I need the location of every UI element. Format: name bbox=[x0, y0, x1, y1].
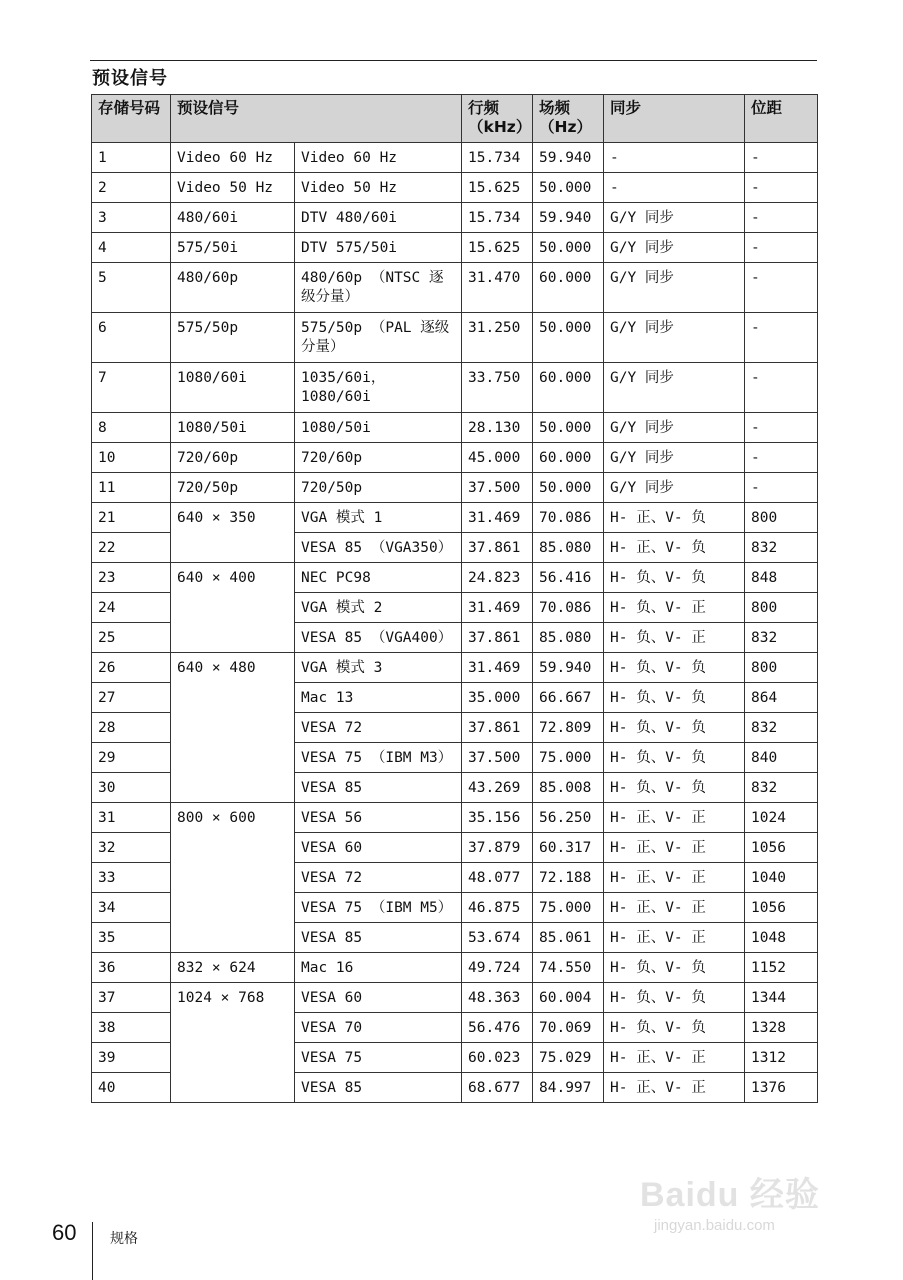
vertical-frequency-cell: 60.000 bbox=[533, 443, 604, 473]
sync-cell: G/Y 同步 bbox=[604, 443, 745, 473]
table-row bbox=[92, 953, 818, 983]
table-row bbox=[92, 983, 818, 1013]
signal-name-cell: VESA 75 （IBM M3） bbox=[295, 743, 462, 773]
sync-cell: H- 负、V- 负 bbox=[604, 563, 745, 593]
vertical-frequency-cell: 59.940 bbox=[533, 203, 604, 233]
table-row bbox=[92, 563, 818, 593]
horizontal-frequency-cell: 60.023 bbox=[462, 1043, 533, 1073]
memory-number-cell: 7 bbox=[92, 363, 171, 413]
memory-number-cell: 3 bbox=[92, 203, 171, 233]
signal-name-cell: VESA 72 bbox=[295, 713, 462, 743]
vertical-frequency-cell: 50.000 bbox=[533, 413, 604, 443]
sync-cell: H- 负、V- 正 bbox=[604, 593, 745, 623]
top-rule bbox=[90, 60, 817, 61]
horizontal-frequency-cell: 37.861 bbox=[462, 533, 533, 563]
memory-number-cell: 33 bbox=[92, 863, 171, 893]
position-cell: 1312 bbox=[745, 1043, 818, 1073]
resolution-group-cell: 575/50i bbox=[171, 233, 295, 263]
table-row bbox=[92, 233, 818, 263]
vertical-frequency-cell: 56.416 bbox=[533, 563, 604, 593]
memory-number-cell: 10 bbox=[92, 443, 171, 473]
header-vertical-frequency: 场频（Hz） bbox=[533, 95, 604, 143]
sync-cell: H- 正、V- 正 bbox=[604, 803, 745, 833]
resolution-group-cell: 720/60p bbox=[171, 443, 295, 473]
sync-cell: H- 正、V- 负 bbox=[604, 503, 745, 533]
signal-name-cell: VGA 模式 3 bbox=[295, 653, 462, 683]
memory-number-cell: 8 bbox=[92, 413, 171, 443]
position-cell: 1152 bbox=[745, 953, 818, 983]
signal-name-cell: VGA 模式 1 bbox=[295, 503, 462, 533]
position-cell: - bbox=[745, 443, 818, 473]
table-body bbox=[92, 143, 818, 1103]
horizontal-frequency-cell: 46.875 bbox=[462, 893, 533, 923]
memory-number-cell: 5 bbox=[92, 263, 171, 313]
table-header-row bbox=[92, 95, 818, 143]
footer-divider bbox=[92, 1222, 93, 1280]
signal-name-cell: VESA 75 bbox=[295, 1043, 462, 1073]
table-row bbox=[92, 413, 818, 443]
sync-cell: - bbox=[604, 143, 745, 173]
position-cell: - bbox=[745, 473, 818, 503]
sync-cell: H- 负、V- 负 bbox=[604, 683, 745, 713]
position-cell: 1024 bbox=[745, 803, 818, 833]
horizontal-frequency-cell: 31.469 bbox=[462, 653, 533, 683]
position-cell: 832 bbox=[745, 623, 818, 653]
position-cell: 1056 bbox=[745, 893, 818, 923]
resolution-group-cell: 1024 × 768 bbox=[171, 983, 295, 1103]
horizontal-frequency-cell: 15.625 bbox=[462, 233, 533, 263]
vertical-frequency-cell: 85.080 bbox=[533, 623, 604, 653]
horizontal-frequency-cell: 15.734 bbox=[462, 203, 533, 233]
section-title: 预设信号 bbox=[92, 68, 168, 89]
position-cell: 832 bbox=[745, 713, 818, 743]
table-row bbox=[92, 443, 818, 473]
table-row bbox=[92, 503, 818, 533]
sync-cell: H- 正、V- 正 bbox=[604, 833, 745, 863]
vertical-frequency-cell: 85.080 bbox=[533, 533, 604, 563]
sync-cell: H- 负、V- 负 bbox=[604, 1013, 745, 1043]
signal-name-cell: VESA 72 bbox=[295, 863, 462, 893]
horizontal-frequency-cell: 37.500 bbox=[462, 743, 533, 773]
horizontal-frequency-cell: 28.130 bbox=[462, 413, 533, 443]
table-row bbox=[92, 313, 818, 363]
signal-name-cell: Video 50 Hz bbox=[295, 173, 462, 203]
memory-number-cell: 2 bbox=[92, 173, 171, 203]
position-cell: 840 bbox=[745, 743, 818, 773]
vertical-frequency-cell: 75.000 bbox=[533, 743, 604, 773]
position-cell: 864 bbox=[745, 683, 818, 713]
vertical-frequency-cell: 50.000 bbox=[533, 233, 604, 263]
memory-number-cell: 27 bbox=[92, 683, 171, 713]
memory-number-cell: 22 bbox=[92, 533, 171, 563]
sync-cell: G/Y 同步 bbox=[604, 473, 745, 503]
footer-section-label: 规格 bbox=[110, 1231, 138, 1247]
position-cell: 832 bbox=[745, 533, 818, 563]
position-cell: 1376 bbox=[745, 1073, 818, 1103]
horizontal-frequency-cell: 49.724 bbox=[462, 953, 533, 983]
vertical-frequency-cell: 74.550 bbox=[533, 953, 604, 983]
signal-name-cell: NEC PC98 bbox=[295, 563, 462, 593]
memory-number-cell: 29 bbox=[92, 743, 171, 773]
vertical-frequency-cell: 75.000 bbox=[533, 893, 604, 923]
memory-number-cell: 36 bbox=[92, 953, 171, 983]
signal-name-cell: DTV 480/60i bbox=[295, 203, 462, 233]
memory-number-cell: 4 bbox=[92, 233, 171, 263]
memory-number-cell: 6 bbox=[92, 313, 171, 363]
sync-cell: H- 负、V- 正 bbox=[604, 623, 745, 653]
position-cell: 832 bbox=[745, 773, 818, 803]
signal-name-cell: 720/60p bbox=[295, 443, 462, 473]
signal-name-cell: VESA 70 bbox=[295, 1013, 462, 1043]
resolution-group-cell: 832 × 624 bbox=[171, 953, 295, 983]
vertical-frequency-cell: 59.940 bbox=[533, 143, 604, 173]
memory-number-cell: 21 bbox=[92, 503, 171, 533]
position-cell: 848 bbox=[745, 563, 818, 593]
position-cell: 1056 bbox=[745, 833, 818, 863]
horizontal-frequency-cell: 15.625 bbox=[462, 173, 533, 203]
horizontal-frequency-cell: 35.156 bbox=[462, 803, 533, 833]
horizontal-frequency-cell: 33.750 bbox=[462, 363, 533, 413]
vertical-frequency-cell: 56.250 bbox=[533, 803, 604, 833]
horizontal-frequency-cell: 48.077 bbox=[462, 863, 533, 893]
horizontal-frequency-cell: 37.861 bbox=[462, 623, 533, 653]
signal-name-cell: VESA 56 bbox=[295, 803, 462, 833]
position-cell: - bbox=[745, 143, 818, 173]
resolution-group-cell: 1080/60i bbox=[171, 363, 295, 413]
sync-cell: G/Y 同步 bbox=[604, 413, 745, 443]
memory-number-cell: 37 bbox=[92, 983, 171, 1013]
table-row bbox=[92, 473, 818, 503]
memory-number-cell: 30 bbox=[92, 773, 171, 803]
signal-name-cell: Mac 13 bbox=[295, 683, 462, 713]
memory-number-cell: 28 bbox=[92, 713, 171, 743]
sync-cell: H- 正、V- 负 bbox=[604, 533, 745, 563]
position-cell: 1344 bbox=[745, 983, 818, 1013]
position-cell: 1328 bbox=[745, 1013, 818, 1043]
table-row bbox=[92, 653, 818, 683]
signal-name-cell: 1080/50i bbox=[295, 413, 462, 443]
position-cell: - bbox=[745, 233, 818, 263]
memory-number-cell: 34 bbox=[92, 893, 171, 923]
signal-name-cell: VESA 85 bbox=[295, 773, 462, 803]
sync-cell: H- 负、V- 负 bbox=[604, 983, 745, 1013]
horizontal-frequency-cell: 37.879 bbox=[462, 833, 533, 863]
signal-name-cell: 480/60p （NTSC 逐级分量） bbox=[295, 263, 462, 313]
horizontal-frequency-cell: 48.363 bbox=[462, 983, 533, 1013]
resolution-group-cell: 480/60p bbox=[171, 263, 295, 313]
table-row bbox=[92, 203, 818, 233]
vertical-frequency-cell: 70.086 bbox=[533, 503, 604, 533]
preset-signal-table bbox=[91, 94, 818, 1103]
memory-number-cell: 11 bbox=[92, 473, 171, 503]
header-preset-signal: 预设信号 bbox=[171, 95, 462, 143]
sync-cell: H- 正、V- 正 bbox=[604, 1073, 745, 1103]
header-horizontal-frequency: 行频（kHz） bbox=[462, 95, 533, 143]
sync-cell: H- 正、V- 正 bbox=[604, 863, 745, 893]
vertical-frequency-cell: 70.086 bbox=[533, 593, 604, 623]
memory-number-cell: 26 bbox=[92, 653, 171, 683]
table-row bbox=[92, 173, 818, 203]
signal-name-cell: VGA 模式 2 bbox=[295, 593, 462, 623]
sync-cell: G/Y 同步 bbox=[604, 263, 745, 313]
sync-cell: G/Y 同步 bbox=[604, 203, 745, 233]
sync-cell: H- 负、V- 负 bbox=[604, 653, 745, 683]
signal-name-cell: 575/50p （PAL 逐级分量） bbox=[295, 313, 462, 363]
position-cell: - bbox=[745, 203, 818, 233]
horizontal-frequency-cell: 53.674 bbox=[462, 923, 533, 953]
horizontal-frequency-cell: 31.469 bbox=[462, 503, 533, 533]
header-sync: 同步 bbox=[604, 95, 745, 143]
vertical-frequency-cell: 72.809 bbox=[533, 713, 604, 743]
vertical-frequency-cell: 75.029 bbox=[533, 1043, 604, 1073]
position-cell: - bbox=[745, 263, 818, 313]
sync-cell: H- 负、V- 负 bbox=[604, 773, 745, 803]
memory-number-cell: 39 bbox=[92, 1043, 171, 1073]
vertical-frequency-cell: 50.000 bbox=[533, 473, 604, 503]
sync-cell: H- 正、V- 正 bbox=[604, 893, 745, 923]
horizontal-frequency-cell: 35.000 bbox=[462, 683, 533, 713]
memory-number-cell: 1 bbox=[92, 143, 171, 173]
table-row bbox=[92, 263, 818, 313]
horizontal-frequency-cell: 37.500 bbox=[462, 473, 533, 503]
resolution-group-cell: Video 60 Hz bbox=[171, 143, 295, 173]
signal-name-cell: VESA 85 （VGA400） bbox=[295, 623, 462, 653]
sync-cell: G/Y 同步 bbox=[604, 313, 745, 363]
memory-number-cell: 35 bbox=[92, 923, 171, 953]
signal-name-cell: VESA 60 bbox=[295, 833, 462, 863]
vertical-frequency-cell: 59.940 bbox=[533, 653, 604, 683]
horizontal-frequency-cell: 15.734 bbox=[462, 143, 533, 173]
table-row bbox=[92, 803, 818, 833]
signal-name-cell: Mac 16 bbox=[295, 953, 462, 983]
header-position: 位距 bbox=[745, 95, 818, 143]
position-cell: 800 bbox=[745, 593, 818, 623]
table-row bbox=[92, 363, 818, 413]
watermark-url: jingyan.baidu.com bbox=[654, 1217, 775, 1234]
watermark bbox=[640, 1145, 850, 1245]
resolution-group-cell: 640 × 400 bbox=[171, 563, 295, 653]
signal-name-cell: VESA 60 bbox=[295, 983, 462, 1013]
vertical-frequency-cell: 60.000 bbox=[533, 263, 604, 313]
vertical-frequency-cell: 85.061 bbox=[533, 923, 604, 953]
horizontal-frequency-cell: 68.677 bbox=[462, 1073, 533, 1103]
memory-number-cell: 32 bbox=[92, 833, 171, 863]
position-cell: - bbox=[745, 413, 818, 443]
resolution-group-cell: 720/50p bbox=[171, 473, 295, 503]
horizontal-frequency-cell: 24.823 bbox=[462, 563, 533, 593]
watermark-brand: Baidu 经验 bbox=[640, 1176, 820, 1214]
signal-name-cell: VESA 75 （IBM M5） bbox=[295, 893, 462, 923]
horizontal-frequency-cell: 31.469 bbox=[462, 593, 533, 623]
signal-name-cell: 720/50p bbox=[295, 473, 462, 503]
header-memory-number: 存储号码 bbox=[92, 95, 171, 143]
vertical-frequency-cell: 50.000 bbox=[533, 173, 604, 203]
memory-number-cell: 23 bbox=[92, 563, 171, 593]
sync-cell: G/Y 同步 bbox=[604, 233, 745, 263]
horizontal-frequency-cell: 37.861 bbox=[462, 713, 533, 743]
horizontal-frequency-cell: 31.470 bbox=[462, 263, 533, 313]
vertical-frequency-cell: 66.667 bbox=[533, 683, 604, 713]
sync-cell: H- 正、V- 正 bbox=[604, 1043, 745, 1073]
vertical-frequency-cell: 85.008 bbox=[533, 773, 604, 803]
horizontal-frequency-cell: 56.476 bbox=[462, 1013, 533, 1043]
horizontal-frequency-cell: 31.250 bbox=[462, 313, 533, 363]
signal-name-cell: 1035/60i， 1080/60i bbox=[295, 363, 462, 413]
sync-cell: H- 正、V- 正 bbox=[604, 923, 745, 953]
horizontal-frequency-cell: 43.269 bbox=[462, 773, 533, 803]
resolution-group-cell: 640 × 350 bbox=[171, 503, 295, 563]
memory-number-cell: 40 bbox=[92, 1073, 171, 1103]
signal-name-cell: VESA 85 bbox=[295, 1073, 462, 1103]
signal-name-cell: Video 60 Hz bbox=[295, 143, 462, 173]
resolution-group-cell: 480/60i bbox=[171, 203, 295, 233]
position-cell: - bbox=[745, 313, 818, 363]
sync-cell: H- 负、V- 负 bbox=[604, 953, 745, 983]
position-cell: - bbox=[745, 173, 818, 203]
signal-name-cell: DTV 575/50i bbox=[295, 233, 462, 263]
resolution-group-cell: 640 × 480 bbox=[171, 653, 295, 803]
sync-cell: H- 负、V- 负 bbox=[604, 743, 745, 773]
table-row bbox=[92, 143, 818, 173]
sync-cell: - bbox=[604, 173, 745, 203]
vertical-frequency-cell: 84.997 bbox=[533, 1073, 604, 1103]
memory-number-cell: 31 bbox=[92, 803, 171, 833]
sync-cell: G/Y 同步 bbox=[604, 363, 745, 413]
horizontal-frequency-cell: 45.000 bbox=[462, 443, 533, 473]
resolution-group-cell: 1080/50i bbox=[171, 413, 295, 443]
position-cell: - bbox=[745, 363, 818, 413]
resolution-group-cell: 800 × 600 bbox=[171, 803, 295, 953]
position-cell: 1040 bbox=[745, 863, 818, 893]
position-cell: 800 bbox=[745, 653, 818, 683]
vertical-frequency-cell: 70.069 bbox=[533, 1013, 604, 1043]
signal-name-cell: VESA 85 （VGA350） bbox=[295, 533, 462, 563]
vertical-frequency-cell: 60.004 bbox=[533, 983, 604, 1013]
memory-number-cell: 25 bbox=[92, 623, 171, 653]
sync-cell: H- 负、V- 负 bbox=[604, 713, 745, 743]
resolution-group-cell: 575/50p bbox=[171, 313, 295, 363]
vertical-frequency-cell: 60.317 bbox=[533, 833, 604, 863]
position-cell: 800 bbox=[745, 503, 818, 533]
page-number: 60 bbox=[52, 1220, 77, 1245]
vertical-frequency-cell: 50.000 bbox=[533, 313, 604, 363]
memory-number-cell: 24 bbox=[92, 593, 171, 623]
position-cell: 1048 bbox=[745, 923, 818, 953]
vertical-frequency-cell: 60.000 bbox=[533, 363, 604, 413]
memory-number-cell: 38 bbox=[92, 1013, 171, 1043]
resolution-group-cell: Video 50 Hz bbox=[171, 173, 295, 203]
vertical-frequency-cell: 72.188 bbox=[533, 863, 604, 893]
signal-name-cell: VESA 85 bbox=[295, 923, 462, 953]
